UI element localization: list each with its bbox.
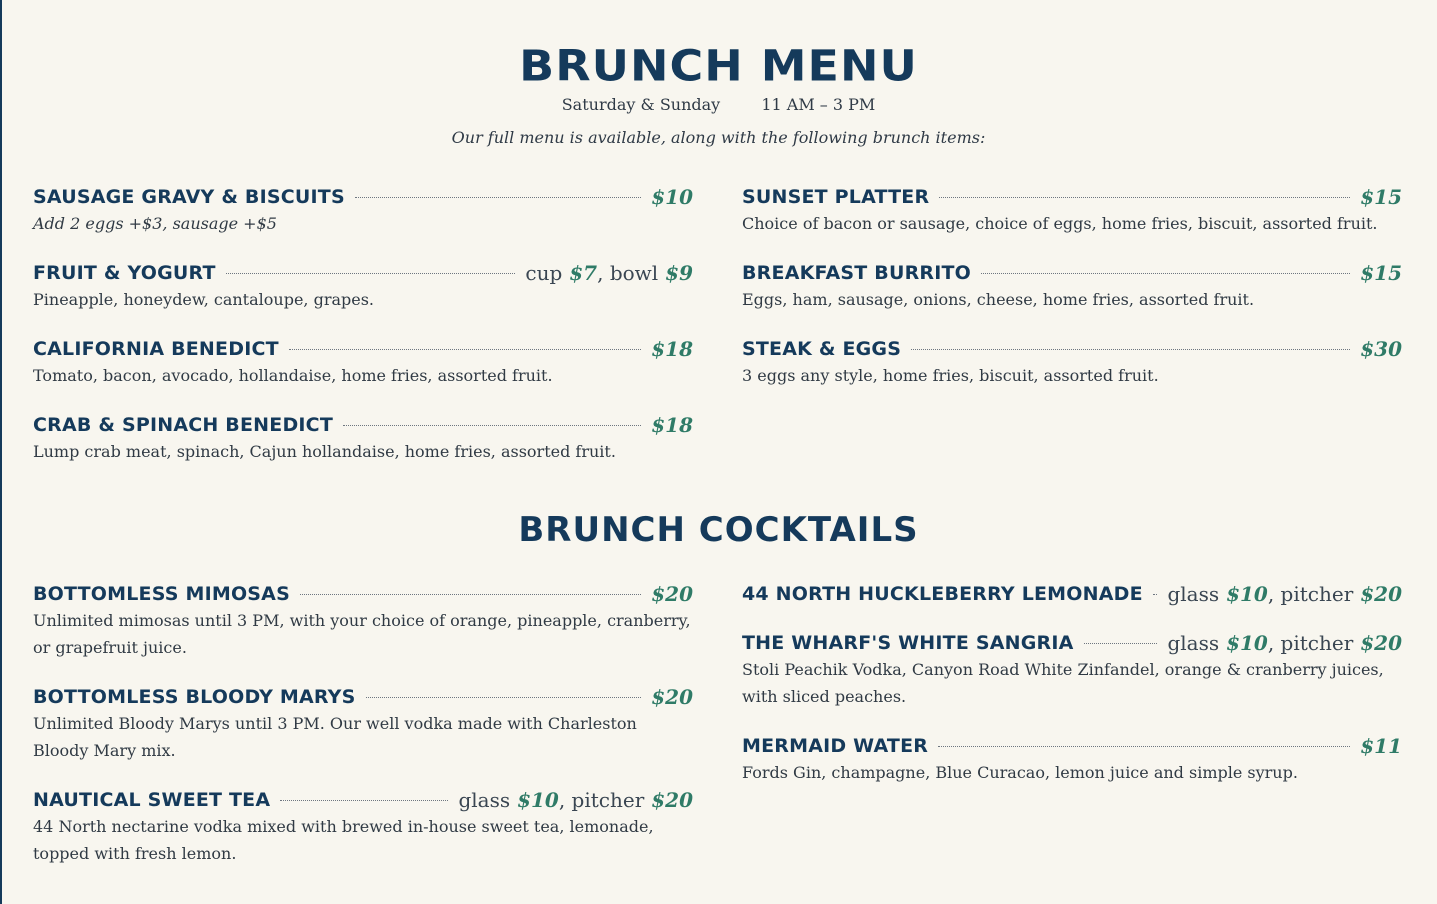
dotted-leader <box>911 349 1350 350</box>
brunch-time: 11 AM – 3 PM <box>761 95 876 114</box>
item-name: CALIFORNIA BENEDICT <box>33 338 279 360</box>
brunch-days: Saturday & Sunday <box>561 95 721 114</box>
menu-item <box>33 412 693 488</box>
dotted-leader <box>226 273 516 274</box>
item-price: $20 <box>651 685 693 709</box>
item-price: $10 <box>651 185 693 209</box>
item-name: NAUTICAL SWEET TEA <box>33 789 271 811</box>
dotted-leader <box>1153 594 1158 595</box>
menu-item <box>742 336 1402 412</box>
item-description: Choice of bacon or sausage, choice of eggs, home fries, biscuit, assorted fruit. <box>742 214 1378 233</box>
item-name: MERMAID WATER <box>742 735 929 757</box>
item-description: Pineapple, honeydew, cantaloupe, grapes. <box>33 290 375 309</box>
item-description: 3 eggs any style, home fries, biscuit, assorted fruit. <box>742 366 1159 385</box>
item-price: glass $10, pitcher $20 <box>1167 582 1402 606</box>
dotted-leader <box>366 697 642 698</box>
item-name: BOTTOMLESS MIMOSAS <box>33 583 290 605</box>
dotted-leader <box>343 425 641 426</box>
brunch-hours <box>0 95 1437 114</box>
dotted-leader <box>280 800 448 801</box>
dotted-leader <box>355 197 641 198</box>
menu-item <box>33 684 693 787</box>
item-price: cup $7, bowl $9 <box>525 261 693 285</box>
menu-item <box>33 581 693 684</box>
brunch-intro: Our full menu is available, along with the following brunch items: <box>451 128 986 147</box>
item-description: Tomato, bacon, avocado, hollandaise, home fries, assorted fruit. <box>33 366 553 385</box>
menu-item <box>33 184 693 260</box>
item-price: $18 <box>651 413 693 437</box>
item-name: SUNSET PLATTER <box>742 186 930 208</box>
item-description: 44 North nectarine vodka mixed with brewed in-house sweet tea, lemonade, topped with fresh lemon. <box>33 817 654 863</box>
item-name: CRAB & SPINACH BENEDICT <box>33 414 333 436</box>
item-price: $18 <box>651 337 693 361</box>
item-name: THE WHARF'S WHITE SANGRIA <box>742 632 1074 654</box>
menu-item <box>33 787 693 890</box>
dotted-leader <box>1084 643 1158 644</box>
dotted-leader <box>300 594 641 595</box>
brunch-right-column <box>742 184 1402 412</box>
cocktails-left-column <box>33 581 693 890</box>
menu-item <box>33 336 693 412</box>
item-price: $20 <box>651 582 693 606</box>
item-name: 44 NORTH HUCKLEBERRY LEMONADE <box>742 583 1143 605</box>
menu-item <box>742 260 1402 336</box>
item-description: Unlimited mimosas until 3 PM, with your choice of orange, pineapple, cranberry, or grapefruit juice. <box>33 611 691 657</box>
menu-item <box>742 184 1402 260</box>
item-price: $30 <box>1360 337 1402 361</box>
item-name: BREAKFAST BURRITO <box>742 262 972 284</box>
brunch-menu-title: BRUNCH MENU <box>519 41 918 91</box>
item-price: glass $10, pitcher $20 <box>1167 631 1402 655</box>
item-description: Unlimited Bloody Marys until 3 PM. Our well vodka made with Charleston Bloody Mary mix. <box>33 714 637 760</box>
item-description: Add 2 eggs +$3, sausage +$5 <box>33 214 277 233</box>
menu-item <box>742 733 1402 809</box>
brunch-left-column <box>33 184 693 488</box>
item-name: SAUSAGE GRAVY & BISCUITS <box>33 186 345 208</box>
dotted-leader <box>939 197 1350 198</box>
cocktails-right-column <box>742 581 1402 809</box>
menu-item <box>742 630 1402 733</box>
item-name: FRUIT & YOGURT <box>33 262 216 284</box>
item-name: STEAK & EGGS <box>742 338 902 360</box>
menu-item <box>33 260 693 336</box>
item-price: $11 <box>1360 734 1402 758</box>
dotted-leader <box>938 746 1350 747</box>
item-price: $15 <box>1360 185 1402 209</box>
dotted-leader <box>289 349 641 350</box>
item-price: $15 <box>1360 261 1402 285</box>
item-description: Lump crab meat, spinach, Cajun hollandaise, home fries, assorted fruit. <box>33 442 616 461</box>
dotted-leader <box>981 273 1350 274</box>
menu-item <box>742 581 1402 630</box>
item-description: Stoli Peachik Vodka, Canyon Road White Zinfandel, orange & cranberry juices, with sliced peaches. <box>742 660 1384 706</box>
item-name: BOTTOMLESS BLOODY MARYS <box>33 686 356 708</box>
brunch-cocktails-title: BRUNCH COCKTAILS <box>518 510 919 550</box>
item-description: Fords Gin, champagne, Blue Curacao, lemon juice and simple syrup. <box>742 763 1298 782</box>
item-description: Eggs, ham, sausage, onions, cheese, home fries, assorted fruit. <box>742 290 1255 309</box>
item-price: glass $10, pitcher $20 <box>458 788 693 812</box>
